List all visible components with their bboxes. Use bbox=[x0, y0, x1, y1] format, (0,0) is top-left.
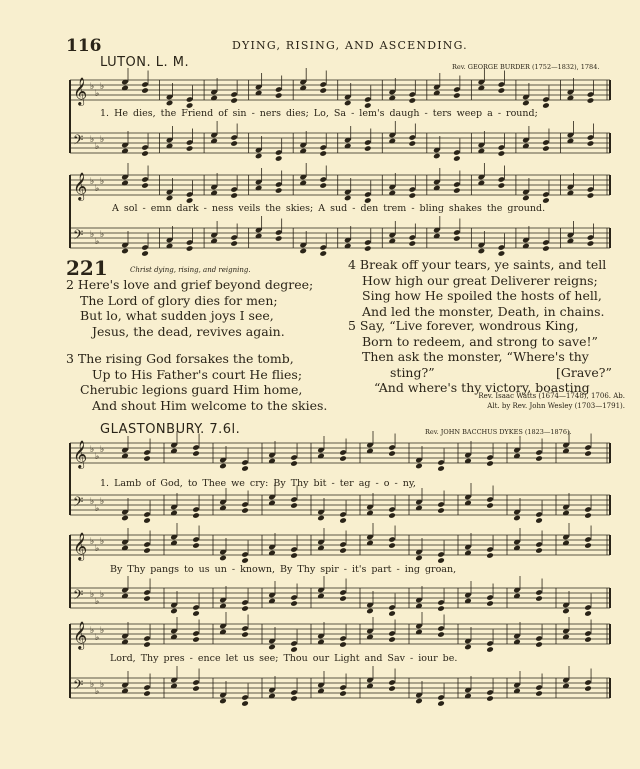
note-head bbox=[219, 463, 227, 470]
flat-icon: ♭ bbox=[95, 452, 100, 462]
flat-icon: ♭ bbox=[95, 633, 100, 643]
note-head bbox=[219, 698, 227, 705]
note-head bbox=[275, 92, 283, 99]
note-head bbox=[255, 153, 263, 160]
treble-clef-icon: 𝄞 bbox=[73, 440, 88, 468]
note-head bbox=[192, 450, 200, 457]
note-head bbox=[584, 512, 592, 519]
treble-clef-icon: 𝄞 bbox=[73, 532, 88, 560]
note-head bbox=[339, 517, 347, 524]
tune-composer-glastonbury: Rev. JOHN BACCHUS DYKES (1823—1876). bbox=[425, 428, 572, 436]
note-head bbox=[290, 502, 298, 509]
note-head bbox=[268, 644, 276, 651]
note-head bbox=[388, 685, 396, 692]
note-head bbox=[192, 685, 200, 692]
hymn-subtitle: Christ dying, rising, and reigning. bbox=[130, 266, 251, 274]
bass-clef-icon: 𝄢 bbox=[73, 587, 84, 606]
page-number: 116 bbox=[66, 36, 102, 56]
verse-2 bbox=[66, 277, 313, 339]
note-head bbox=[192, 512, 200, 519]
note-head bbox=[290, 646, 298, 653]
note-head bbox=[241, 507, 249, 514]
treble-clef-icon: 𝄞 bbox=[73, 172, 88, 200]
note-head bbox=[230, 192, 238, 199]
lyric-line: By Thy pangs to us un - known, By Thy spir - it's part - ing groan, bbox=[110, 564, 457, 575]
note-head bbox=[486, 695, 494, 702]
note-head bbox=[437, 605, 445, 612]
note-head bbox=[433, 153, 441, 160]
note-head bbox=[241, 605, 249, 612]
verse-line: But lo, what sudden joys I see, bbox=[80, 308, 274, 323]
verse-line: And led the monster, Death, in chains. bbox=[362, 303, 605, 319]
note-head bbox=[241, 557, 249, 564]
note-head bbox=[299, 248, 307, 255]
verse-line: 3 The rising God forsakes the tomb, bbox=[66, 351, 294, 366]
verse-line: Cherubic legions guard Him home, bbox=[80, 382, 303, 397]
verse-line bbox=[348, 364, 612, 381]
verse-4 bbox=[348, 257, 606, 319]
note-head bbox=[498, 250, 506, 257]
note-head bbox=[241, 465, 249, 472]
note-head bbox=[388, 542, 396, 549]
note-head bbox=[437, 465, 445, 472]
note-head bbox=[230, 140, 238, 147]
note-head bbox=[542, 102, 550, 109]
note-head bbox=[143, 595, 151, 602]
flat-icon: ♭ bbox=[100, 177, 105, 187]
note-head bbox=[478, 248, 486, 255]
note-head bbox=[275, 235, 283, 242]
lyric-line: 1. Lamb of God, to Thee we cry: By Thy bit - ter ag - o - ny, bbox=[100, 478, 416, 489]
flat-icon: ♭ bbox=[90, 135, 95, 145]
note-head bbox=[344, 195, 352, 202]
verse-line: 2 Here's love and grief beyond degree; bbox=[66, 277, 314, 292]
running-title: DYING, RISING, AND ASCENDING. bbox=[232, 39, 468, 52]
lyric-line: 1. He dies, the Friend of sin - ners dies; Lo, Sa - lem's daugh - ters weep a - round; bbox=[100, 108, 538, 119]
note-head bbox=[344, 100, 352, 107]
note-head bbox=[186, 145, 194, 152]
note-head bbox=[192, 636, 200, 643]
note-head bbox=[121, 248, 129, 255]
flat-icon: ♭ bbox=[100, 497, 105, 507]
note-head bbox=[339, 641, 347, 648]
note-head bbox=[275, 155, 283, 162]
flat-icon: ♭ bbox=[90, 497, 95, 507]
bass-clef-icon: 𝄢 bbox=[73, 494, 84, 513]
note-head bbox=[192, 610, 200, 617]
note-head bbox=[453, 187, 461, 194]
note-head bbox=[584, 685, 592, 692]
flat-icon: ♭ bbox=[95, 89, 100, 99]
note-head bbox=[275, 187, 283, 194]
flat-icon: ♭ bbox=[90, 230, 95, 240]
note-head bbox=[166, 195, 174, 202]
note-head bbox=[587, 192, 595, 199]
verse-line: “And where's thy victory, boasting bbox=[374, 380, 590, 395]
note-head bbox=[141, 150, 149, 157]
lyric-line: Lord, Thy pres - ence let us see; Thou our Light and Sav - iour be. bbox=[110, 653, 458, 664]
flat-icon: ♭ bbox=[90, 177, 95, 187]
tune-title-luton: LUTON. L. M. bbox=[100, 55, 190, 70]
note-head bbox=[453, 155, 461, 162]
note-head bbox=[486, 552, 494, 559]
flat-icon: ♭ bbox=[95, 597, 100, 607]
verse-5 bbox=[348, 318, 612, 396]
note-head bbox=[464, 644, 472, 651]
note-head bbox=[486, 460, 494, 467]
verse-line: And shout Him welcome to the skies. bbox=[92, 397, 328, 413]
note-head bbox=[186, 245, 194, 252]
flat-icon: ♭ bbox=[95, 142, 100, 152]
flat-icon: ♭ bbox=[100, 82, 105, 92]
note-head bbox=[542, 245, 550, 252]
flat-icon: ♭ bbox=[90, 82, 95, 92]
note-head bbox=[366, 608, 374, 615]
hymn-number: 221 bbox=[66, 256, 108, 280]
flat-icon: ♭ bbox=[90, 626, 95, 636]
note-head bbox=[409, 240, 417, 247]
note-head bbox=[498, 87, 506, 94]
note-head bbox=[415, 698, 423, 705]
note-head bbox=[542, 145, 550, 152]
note-head bbox=[143, 641, 151, 648]
verse-line: The Lord of glory dies for men; bbox=[80, 292, 278, 308]
note-head bbox=[535, 517, 543, 524]
note-head bbox=[388, 636, 396, 643]
verse-line: Jesus, the dead, revives again. bbox=[92, 323, 285, 339]
verse-line: Born to redeem, and strong to save!” bbox=[362, 333, 598, 349]
note-head bbox=[388, 450, 396, 457]
note-head bbox=[290, 552, 298, 559]
note-head bbox=[339, 690, 347, 697]
note-head bbox=[364, 245, 372, 252]
attribution-alteration: Alt. by Rev. John Wesley (1703—1791). bbox=[487, 402, 625, 410]
flat-icon: ♭ bbox=[95, 504, 100, 514]
flat-icon: ♭ bbox=[90, 445, 95, 455]
note-head bbox=[141, 250, 149, 257]
note-head bbox=[584, 610, 592, 617]
note-head bbox=[415, 463, 423, 470]
note-head bbox=[192, 542, 200, 549]
flat-icon: ♭ bbox=[90, 590, 95, 600]
note-head bbox=[437, 631, 445, 638]
note-head bbox=[319, 87, 327, 94]
note-head bbox=[290, 460, 298, 467]
flat-icon: ♭ bbox=[90, 537, 95, 547]
note-head bbox=[143, 455, 151, 462]
note-head bbox=[453, 235, 461, 242]
note-head bbox=[143, 517, 151, 524]
note-head bbox=[143, 547, 151, 554]
note-head bbox=[317, 515, 325, 522]
note-head bbox=[522, 195, 530, 202]
note-head bbox=[453, 92, 461, 99]
note-head bbox=[486, 600, 494, 607]
note-head bbox=[587, 97, 595, 104]
flat-icon: ♭ bbox=[100, 680, 105, 690]
flat-icon: ♭ bbox=[100, 590, 105, 600]
verse-line: Up to His Father's court He flies; bbox=[92, 366, 303, 382]
note-head bbox=[562, 608, 570, 615]
flat-icon: ♭ bbox=[90, 680, 95, 690]
note-head bbox=[535, 690, 543, 697]
note-head bbox=[498, 150, 506, 157]
note-head bbox=[513, 515, 521, 522]
bass-clef-icon: 𝄢 bbox=[73, 132, 84, 151]
note-head bbox=[486, 502, 494, 509]
note-head bbox=[143, 690, 151, 697]
note-head bbox=[339, 547, 347, 554]
verse-line: Sing how He spoiled the hosts of hell, bbox=[362, 288, 602, 303]
note-head bbox=[141, 87, 149, 94]
verse-line: 4 Break off your tears, ye saints, and tell bbox=[348, 257, 607, 272]
note-head bbox=[437, 507, 445, 514]
note-head bbox=[587, 140, 595, 147]
flat-icon: ♭ bbox=[100, 135, 105, 145]
note-head bbox=[230, 97, 238, 104]
note-head bbox=[584, 542, 592, 549]
note-head bbox=[241, 700, 249, 707]
note-head bbox=[121, 515, 129, 522]
note-head bbox=[364, 145, 372, 152]
note-head bbox=[166, 100, 174, 107]
verse-line: Then ask the monster, “Where's thy bbox=[362, 349, 589, 364]
note-head bbox=[535, 547, 543, 554]
note-head bbox=[409, 97, 417, 104]
note-head bbox=[409, 140, 417, 147]
note-head bbox=[170, 608, 178, 615]
note-head bbox=[409, 192, 417, 199]
tune-title-glastonbury: GLASTONBURY. 7.6l. bbox=[100, 422, 241, 437]
note-head bbox=[319, 182, 327, 189]
note-head bbox=[319, 250, 327, 257]
attribution-author: Rev. Isaac Watts (1674—1748), 1706. Ab. bbox=[478, 392, 625, 400]
note-head bbox=[290, 695, 298, 702]
note-head bbox=[219, 555, 227, 562]
note-head bbox=[290, 600, 298, 607]
flat-icon: ♭ bbox=[95, 687, 100, 697]
verse-line: 5 Say, “Live forever, wondrous King, bbox=[348, 318, 579, 333]
note-head bbox=[535, 595, 543, 602]
note-head bbox=[319, 150, 327, 157]
flat-icon: ♭ bbox=[95, 544, 100, 554]
flat-icon: ♭ bbox=[100, 445, 105, 455]
verse-fragment: [Grave?” bbox=[556, 364, 612, 380]
verse-fragment: sting?” bbox=[390, 364, 435, 380]
note-head bbox=[522, 100, 530, 107]
note-head bbox=[437, 557, 445, 564]
note-head bbox=[230, 240, 238, 247]
note-head bbox=[437, 700, 445, 707]
note-head bbox=[535, 641, 543, 648]
verse-line: How high our great Deliverer reigns; bbox=[362, 272, 598, 288]
note-head bbox=[498, 182, 506, 189]
note-head bbox=[241, 631, 249, 638]
flat-icon: ♭ bbox=[95, 184, 100, 194]
note-head bbox=[535, 455, 543, 462]
flat-icon: ♭ bbox=[95, 237, 100, 247]
note-head bbox=[587, 240, 595, 247]
treble-clef-icon: 𝄞 bbox=[73, 621, 88, 649]
bass-clef-icon: 𝄢 bbox=[73, 677, 84, 696]
note-head bbox=[415, 555, 423, 562]
note-head bbox=[339, 455, 347, 462]
note-head bbox=[388, 512, 396, 519]
flat-icon: ♭ bbox=[100, 537, 105, 547]
tune-composer-luton: Rev. GEORGE BURDER (1752—1832), 1784. bbox=[452, 63, 600, 71]
flat-icon: ♭ bbox=[100, 626, 105, 636]
bass-clef-icon: 𝄢 bbox=[73, 227, 84, 246]
note-head bbox=[584, 636, 592, 643]
flat-icon: ♭ bbox=[100, 230, 105, 240]
lyric-line: A sol - emn dark - ness veils the skies; A sud - den trem - bling shakes the ground. bbox=[112, 203, 546, 214]
treble-clef-icon: 𝄞 bbox=[73, 77, 88, 105]
note-head bbox=[339, 595, 347, 602]
note-head bbox=[486, 646, 494, 653]
note-head bbox=[584, 450, 592, 457]
note-head bbox=[388, 610, 396, 617]
verse-3 bbox=[66, 351, 327, 413]
note-head bbox=[141, 182, 149, 189]
